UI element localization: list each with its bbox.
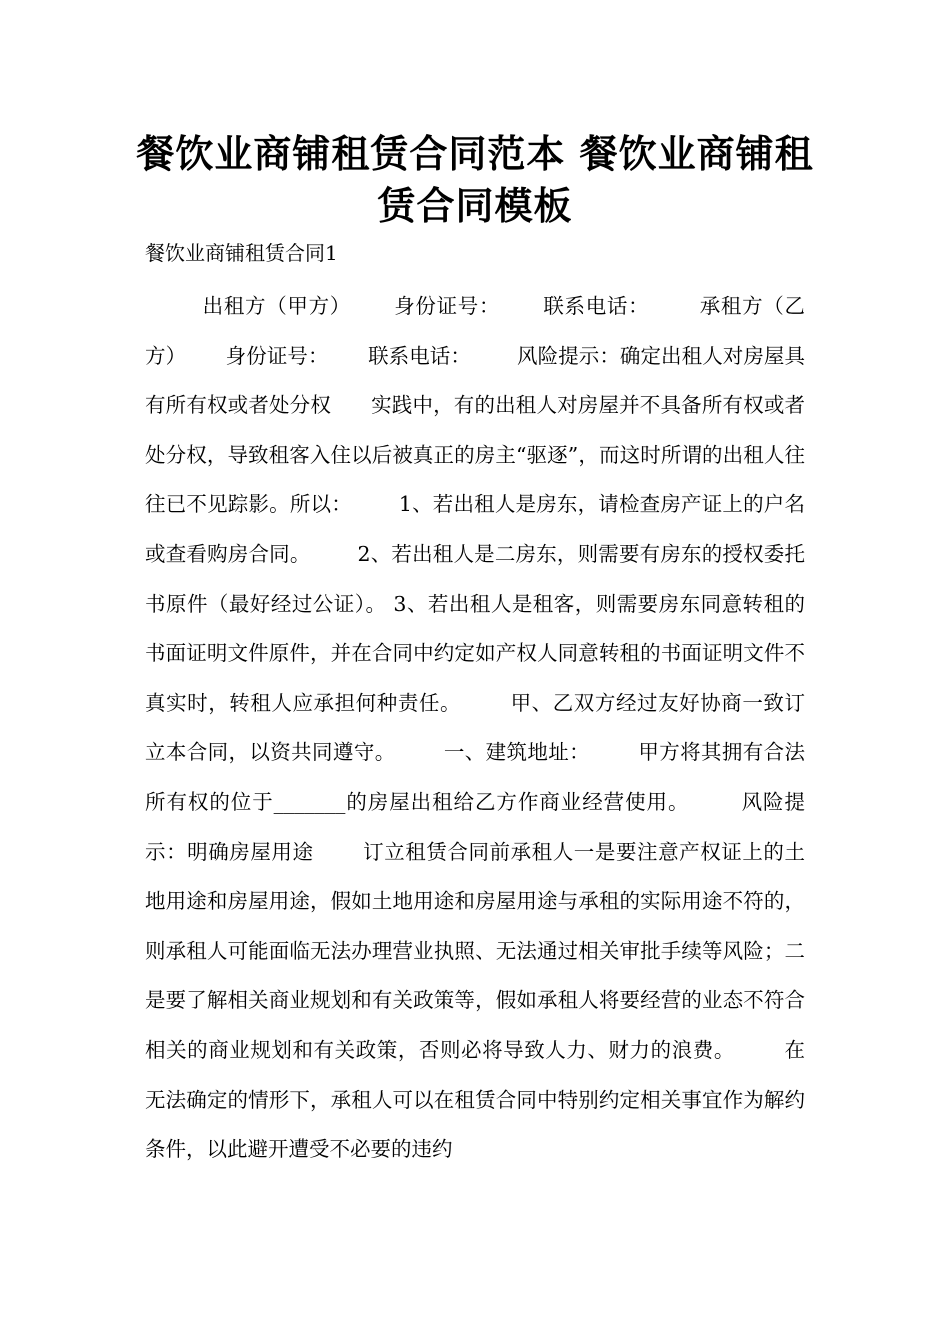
- document-title: 餐饮业商铺租赁合同范本 餐饮业商铺租赁合同模板: [136, 132, 814, 228]
- contract-body-text: 出租方（甲方） 身份证号： 联系电话： 承租方（乙方） 身份证号： 联系电话： 风险提示：确定出租人对房屋具有所有权或者处分权 实践中，有的出租人对房屋并不具备所有权或者处分权，导致租客入住以后被真正的房主“驱逐”，而这时所谓的出租人往往已不见踪影。所以： 1、若出租人是房东，请检查房产证上的户名或查看购房合同。 2、若出租人是二房东，则需要有房东的授权委托书原件（最好经过公证）。 3、若出租人是租客，则需要房东同意转租的书面证明文件原件，并在合同中约定如产权人同意转租的书面证明文件不真实时，转租人应承担何种责任。 甲、乙双方经过友好协商一致订立本合同，以资共同遵守。 一、建筑地址： 甲方将其拥有合法所有权的位于_______的房屋出租给乙方作商业经营使用。 风险提示：明确房屋用途 订立租赁合同前承租人一是要注意产权证上的土地用途和房屋用途，假如土地用途和房屋用途与承租的实际用途不符的，则承租人可能面临无法办理营业执照、无法通过相关审批手续等风险；二是要了解相关商业规划和有关政策等，假如承租人将要经营的业态不符合相关的商业规划和有关政策，否则必将导致人力、财力的浪费。 在无法确定的情形下，承租人可以在租赁合同中特别约定相关事宜作为解约条件，以此避开遭受不必要的违约: [145, 294, 805, 1162]
- contract-subtitle: 餐饮业商铺租赁合同1: [145, 241, 338, 265]
